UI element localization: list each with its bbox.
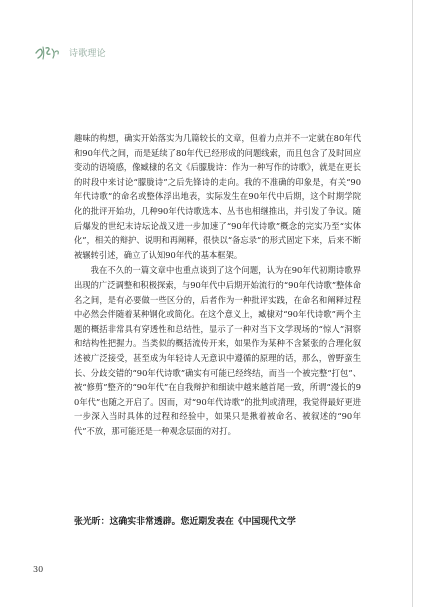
section-header (34, 44, 106, 62)
speaker-line: 张光昕：这确实非常透辟。您近期发表在《中国现代文学 (74, 517, 296, 527)
signature-logo-icon (34, 43, 62, 63)
page-edge-line (412, 0, 413, 607)
section-title: 诗歌理论 (69, 48, 106, 59)
page-number: 30 (33, 565, 44, 574)
paragraph-1: 趣味的构想，确实开始落实为几篇较长的文章，但着力点并不一定就在80年代和90年代之间，而是延续了80年代已经形成的问题线索，而且包含了及时回应变动的语境感，像臧棣的名文《后朦胧诗：作为一种写作的诗歌》，就是在更长的时段中来讨论“朦胧诗”之后先锋诗的走向。我的不准确的印象是，有关“90年代诗歌”的命名或整体浮出地表，实际发生在90年代中后期，这个时期学院化的批评开始功，几种90年代诗歌选本、丛书也相继推出，并引发了争议。随后爆发的世纪末诗坛论战又进一步加速了“90年代诗歌”概念的完实乃至“实体化”，相关的辩护、说明和再阐释，很快以“备忘录”的形式固定下来，后来不断被辗转引述，确立了认知90年代的基本框架。 (74, 133, 361, 260)
article-body (74, 131, 361, 438)
paragraph-2: 我在不久的一篇文章中也重点谈到了这个问题，认为在90年代初期诗歌界出现的广泛调整和积极探索，与90年代中后期开始流行的“90年代诗歌”整体命名之间，是有必要做一些区分的，后者作为一种批评实践，在命名和阐释过程中必然会伴随着某种钢化或简化。在这个意义上，臧棣对“90年代诗歌”两个主题的概括非常具有穿透性和总结性，显示了一种对当下文学现场的“惊人”洞察和结构性把握力。当类似的概括流传开来，如果作为某种不含紧张的合理化叙述被广泛接受，甚至成为年轻诗人无意识中遵循的原理的话，那么，曾野蛮生长、分歧交错的“90年代诗歌”确实有可能已经终结，而当一个被完整“打包”、被“修剪”整齐的“90年代”在自我辩护和细读中越来越首尾一致，所谓“漫长的90年代”也随之开启了。因而，对“90年代诗歌”的批判或清理，我觉得最好更进一步深入当时具体的过程和经验中，如果只是揪着被命名、被叙述的“90年代”不放，那可能还是一种观念层面的对打。 (74, 265, 361, 436)
